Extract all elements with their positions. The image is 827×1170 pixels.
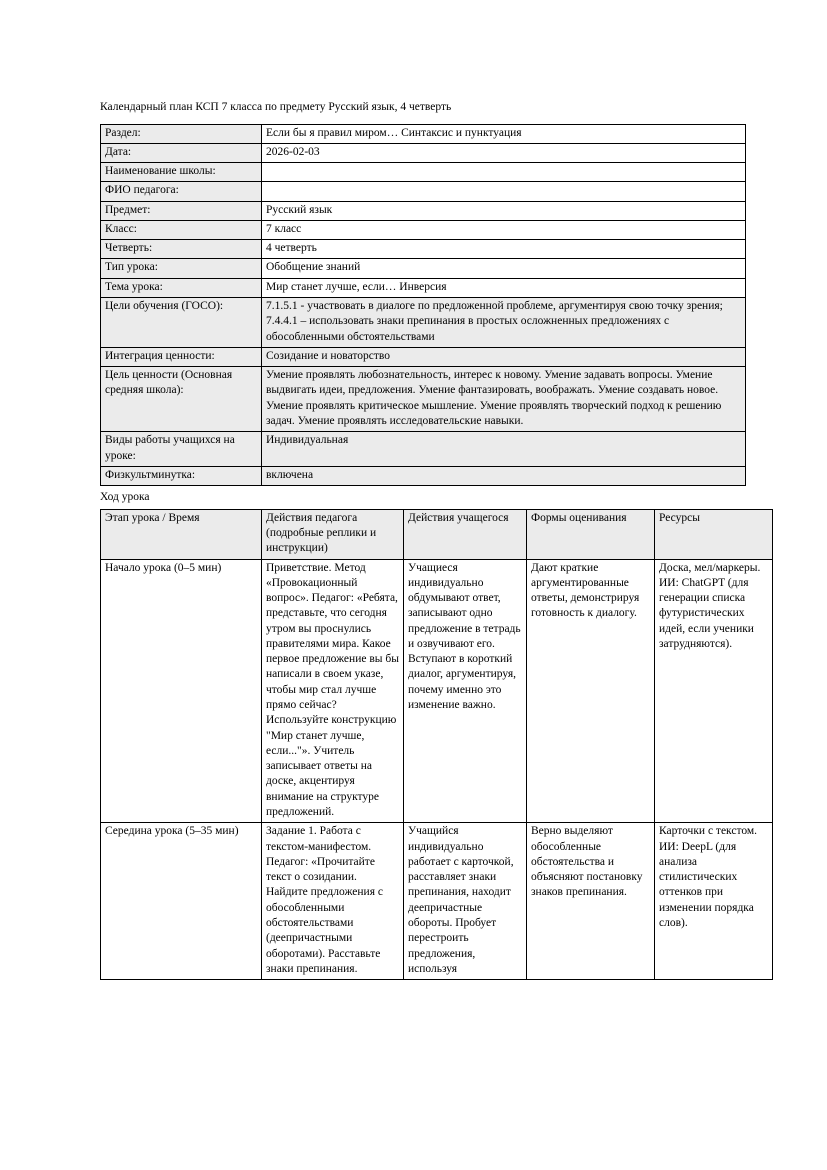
info-label: Дата:: [101, 143, 262, 162]
table-row: [101, 240, 746, 259]
info-value: Обобщение знаний: [262, 259, 746, 278]
table-row: [101, 298, 746, 348]
info-label: Наименование школы:: [101, 163, 262, 182]
table-row: [101, 143, 746, 162]
table-row: [101, 347, 746, 366]
table-row: [101, 259, 746, 278]
cell-stage: Начало урока (0–5 мин): [101, 559, 262, 823]
cell-assessment: Дают краткие аргументированные ответы, демонстрируя готовность к диалогу.: [527, 559, 655, 823]
table-row: [101, 220, 746, 239]
column-header-teacher: Действия педагога (подробные реплики и инструкции): [262, 509, 404, 559]
cell-teacher: Задание 1. Работа с текстом-манифестом. Педагог: «Прочитайте текст о созидании. Найдите предложения с обособленными обстоятельствами (деепричастными оборотами). Расставьте знаки препинания.: [262, 823, 404, 980]
cell-stage: Середина урока (5–35 мин): [101, 823, 262, 980]
table-row: [101, 466, 746, 485]
table-row: [101, 163, 746, 182]
info-label: Тип урока:: [101, 259, 262, 278]
info-value: 7 класс: [262, 220, 746, 239]
table-row: [101, 367, 746, 432]
info-label: Четверть:: [101, 240, 262, 259]
column-header-resources: Ресурсы: [655, 509, 773, 559]
table-row: [101, 823, 773, 980]
cell-student: Учащиеся индивидуально обдумывают ответ, записывают одно предложение в тетрадь и озвучивают его. Вступают в короткий диалог, аргументируя, почему именно это изменение важно.: [404, 559, 527, 823]
page-title: Календарный план КСП 7 класса по предмету Русский язык, 4 четверть: [100, 101, 452, 113]
table-row: [101, 432, 746, 467]
info-value: 2026-02-03: [262, 143, 746, 162]
info-label: Раздел:: [101, 124, 262, 143]
column-header-student: Действия учащегося: [404, 509, 527, 559]
info-value: [262, 182, 746, 201]
info-label: Тема урока:: [101, 278, 262, 297]
lesson-flow-table: [100, 509, 773, 980]
info-value: Умение проявлять любознательность, интерес к новому. Умение задавать вопросы. Умение выдвигать идеи, предложения. Умение фантазировать, воображать. Умение создавать новое. Умение проявлять критическое мышление. Умение проявлять творческий подход к решению задач. Умение проявлять исследовательские навыки.: [262, 367, 746, 432]
cell-resources: Карточки с текстом. ИИ: DeepL (для анализа стилистических оттенков при изменении порядка слов).: [655, 823, 773, 980]
info-value: [262, 163, 746, 182]
column-header-stage: Этап урока / Время: [101, 509, 262, 559]
info-label: Цель ценности (Основная средняя школа):: [101, 367, 262, 432]
info-value: 7.1.5.1 - участвовать в диалоге по предложенной проблеме, аргументируя свою точку зрения; 7.4.4.1 – использовать знаки препинания в простых осложненных предложениях с обособленными обстоятельствами: [262, 298, 746, 348]
lesson-info-table: [100, 124, 746, 487]
column-header-assessment: Формы оценивания: [527, 509, 655, 559]
info-value: Если бы я правил миром… Синтаксис и пунктуация: [262, 124, 746, 143]
info-label: ФИО педагога:: [101, 182, 262, 201]
info-label: Предмет:: [101, 201, 262, 220]
info-value: Мир станет лучше, если… Инверсия: [262, 278, 746, 297]
info-label: Виды работы учащихся на уроке:: [101, 432, 262, 467]
table-header-row: [101, 509, 773, 559]
info-value: включена: [262, 466, 746, 485]
info-label: Цели обучения (ГОСО):: [101, 298, 262, 348]
table-row: [101, 182, 746, 201]
info-value: Индивидуальная: [262, 432, 746, 467]
section-caption: Ход урока: [100, 491, 150, 504]
cell-assessment: Верно выделяют обособленные обстоятельства и объясняют постановку знаков препинания.: [527, 823, 655, 980]
info-label: Класс:: [101, 220, 262, 239]
table-row: [101, 124, 746, 143]
info-label: Физкультминутка:: [101, 466, 262, 485]
info-label: Интеграция ценности:: [101, 347, 262, 366]
cell-resources: Доска, мел/маркеры. ИИ: ChatGPT (для генерации списка футуристических идей, если ученики затрудняются).: [655, 559, 773, 823]
table-row: [101, 201, 746, 220]
cell-teacher: Приветствие. Метод «Провокационный вопрос». Педагог: «Ребята, представьте, что сегодня утром вы проснулись правителями мира. Какое первое предложение вы бы написали в своем указе, чтобы мир стал лучше прямо сейчас? Используйте конструкцию "Мир станет лучше, если..."». Учитель записывает ответы на доске, акцентируя внимание на структуре предложений.: [262, 559, 404, 823]
table-row: [101, 559, 773, 823]
info-value: Русский язык: [262, 201, 746, 220]
table-row: [101, 278, 746, 297]
cell-student: Учащийся индивидуально работает с карточкой, расставляет знаки препинания, находит деепричастные обороты. Пробует перестроить предложения, используя: [404, 823, 527, 980]
info-value: Созидание и новаторство: [262, 347, 746, 366]
info-value: 4 четверть: [262, 240, 746, 259]
